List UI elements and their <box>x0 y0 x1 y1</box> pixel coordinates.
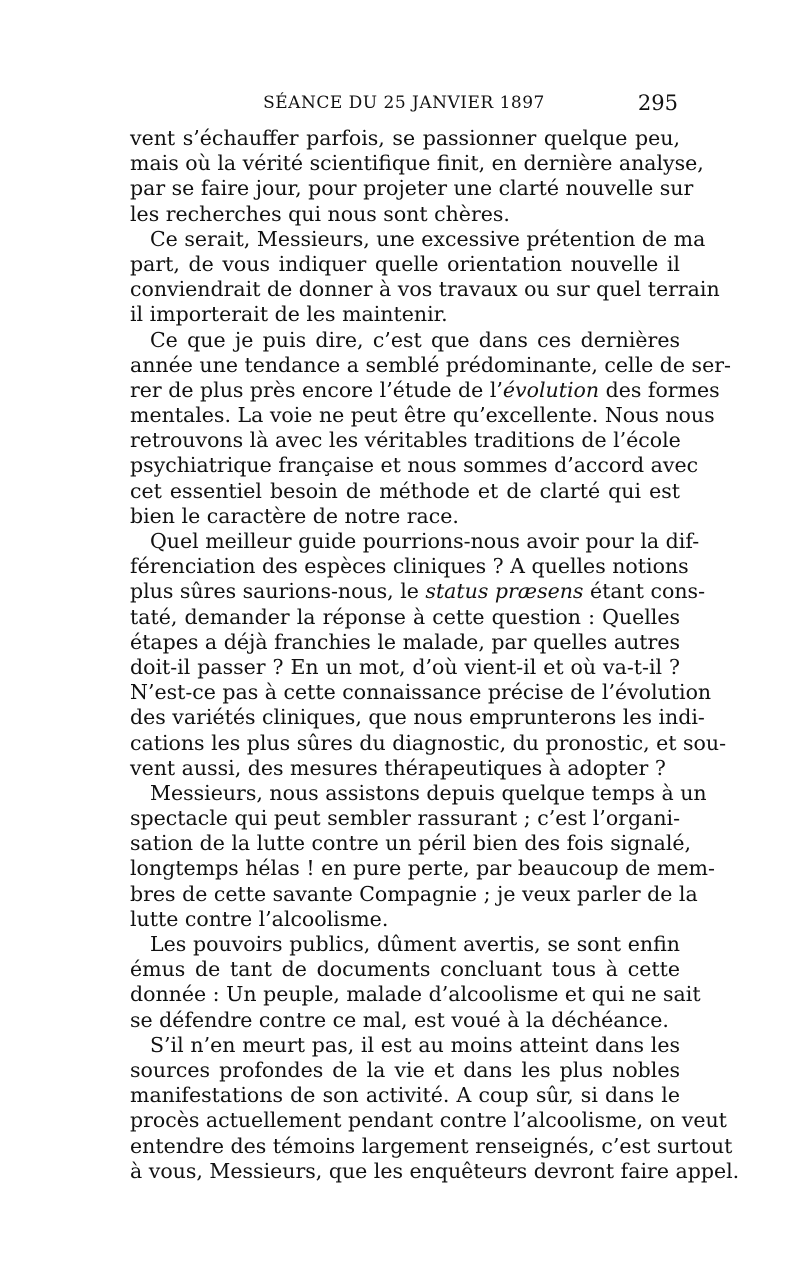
text-run: étant cons- <box>583 579 705 604</box>
text-line <box>130 377 720 403</box>
page-number: 295 <box>637 91 678 115</box>
text-line: sources profondes de la vie et dans les plus nobles <box>130 1057 680 1082</box>
text-run: plus sûres saurions-nous, le <box>130 579 426 604</box>
text-line: Ce serait, Messieurs, une excessive prétention de ma <box>150 226 706 251</box>
running-title: SÉANCE DU 25 JANVIER 1897 <box>263 93 545 113</box>
text-line: vent s’échauffer parfois, se passionner quelque peu, <box>130 126 680 150</box>
text-line: part, de vous indiquer quelle orientation nouvelle il <box>130 251 680 276</box>
text-line: des variétés cliniques, que nous emprunterons les indi- <box>130 705 705 730</box>
text-line: étapes a déjà franchies le malade, par quelles autres <box>130 629 680 654</box>
text-line: sation de la lutte contre un péril bien des fois signalé, <box>130 831 692 856</box>
text-line: N’est-ce pas à cette connaissance précise de l’évolution <box>130 680 712 705</box>
text-line: par se faire jour, pour projeter une clarté nouvelle sur <box>130 176 694 201</box>
text-run: des formes <box>599 377 720 402</box>
text-line: Quel meilleur guide pourrions-nous avoir pour la dif- <box>150 529 700 553</box>
text-line: bres de cette savante Compagnie ; je veux parler de la <box>130 881 698 906</box>
running-head <box>130 93 678 123</box>
text-line: vent aussi, des mesures thérapeutiques à adopter ? <box>130 755 666 780</box>
text-line: entendre des témoins largement renseignés, c’est surtout <box>130 1133 733 1158</box>
body-text <box>130 126 740 1184</box>
text-line: conviendrait de donner à vos travaux ou sur quel terrain <box>130 277 720 302</box>
text-run: rer de plus près encore l’étude de l’ <box>130 377 503 402</box>
text-line: cations les plus sûres du diagnostic, du pronostic, et sou- <box>130 730 727 755</box>
text-line: doit-il passer ? En un mot, d’où vient-il et où va-t-il ? <box>130 654 680 679</box>
text-line: psychiatrique française et nous sommes d’accord avec <box>130 453 699 478</box>
text-line: donnée : Un peuple, malade d’alcoolisme et qui ne sait <box>130 982 701 1007</box>
text-line: mentales. La voie ne peut être qu’excellente. Nous nous <box>130 403 715 428</box>
text-line: férenciation des espèces cliniques ? A quelles notions <box>130 554 689 579</box>
text-line: émus de tant de documents concluant tous à cette <box>130 957 680 982</box>
text-line: S’il n’en meurt pas, il est au moins atteint dans les <box>150 1032 680 1057</box>
italic-text: status præsens <box>425 579 584 604</box>
text-line: à vous, Messieurs, que les enquêteurs devront faire appel. <box>130 1158 740 1183</box>
text-line: les recherches qui nous sont chères. <box>130 201 510 226</box>
italic-text: évolution <box>502 377 600 402</box>
text-line: manifestations de son activité. A coup sûr, si dans le <box>130 1083 680 1108</box>
text-line: il importerait de les maintenir. <box>130 302 448 327</box>
text-line: retrouvons là avec les véritables traditions de l’école <box>130 428 681 453</box>
text-line: spectacle qui peut sembler rassurant ; c’est l’organi- <box>130 806 680 831</box>
text-line: se défendre contre ce mal, est voué à la déchéance. <box>130 1007 669 1032</box>
text-line: lutte contre l’alcoolisme. <box>130 906 389 931</box>
text-line: taté, demander la réponse à cette question : Quelles <box>130 604 680 629</box>
text-line: Messieurs, nous assistons depuis quelque temps à un <box>150 780 707 805</box>
text-line: bien le caractère de notre race. <box>130 503 459 528</box>
text-line: mais où la vérité scientifique finit, en dernière analyse, <box>130 151 704 176</box>
text-line <box>130 579 705 604</box>
text-line: longtemps hélas ! en pure perte, par beaucoup de mem- <box>130 856 715 881</box>
text-line: Les pouvoirs publics, dûment avertis, se sont enfin <box>150 932 680 956</box>
text-line: procès actuellement pendant contre l’alcoolisme, on veut <box>130 1108 727 1133</box>
text-line: cet essentiel besoin de méthode et de clarté qui est <box>130 478 680 503</box>
text-line: année une tendance a semblé prédominante, celle de ser- <box>130 352 731 377</box>
text-line: Ce que je puis dire, c’est que dans ces dernières <box>150 327 680 352</box>
